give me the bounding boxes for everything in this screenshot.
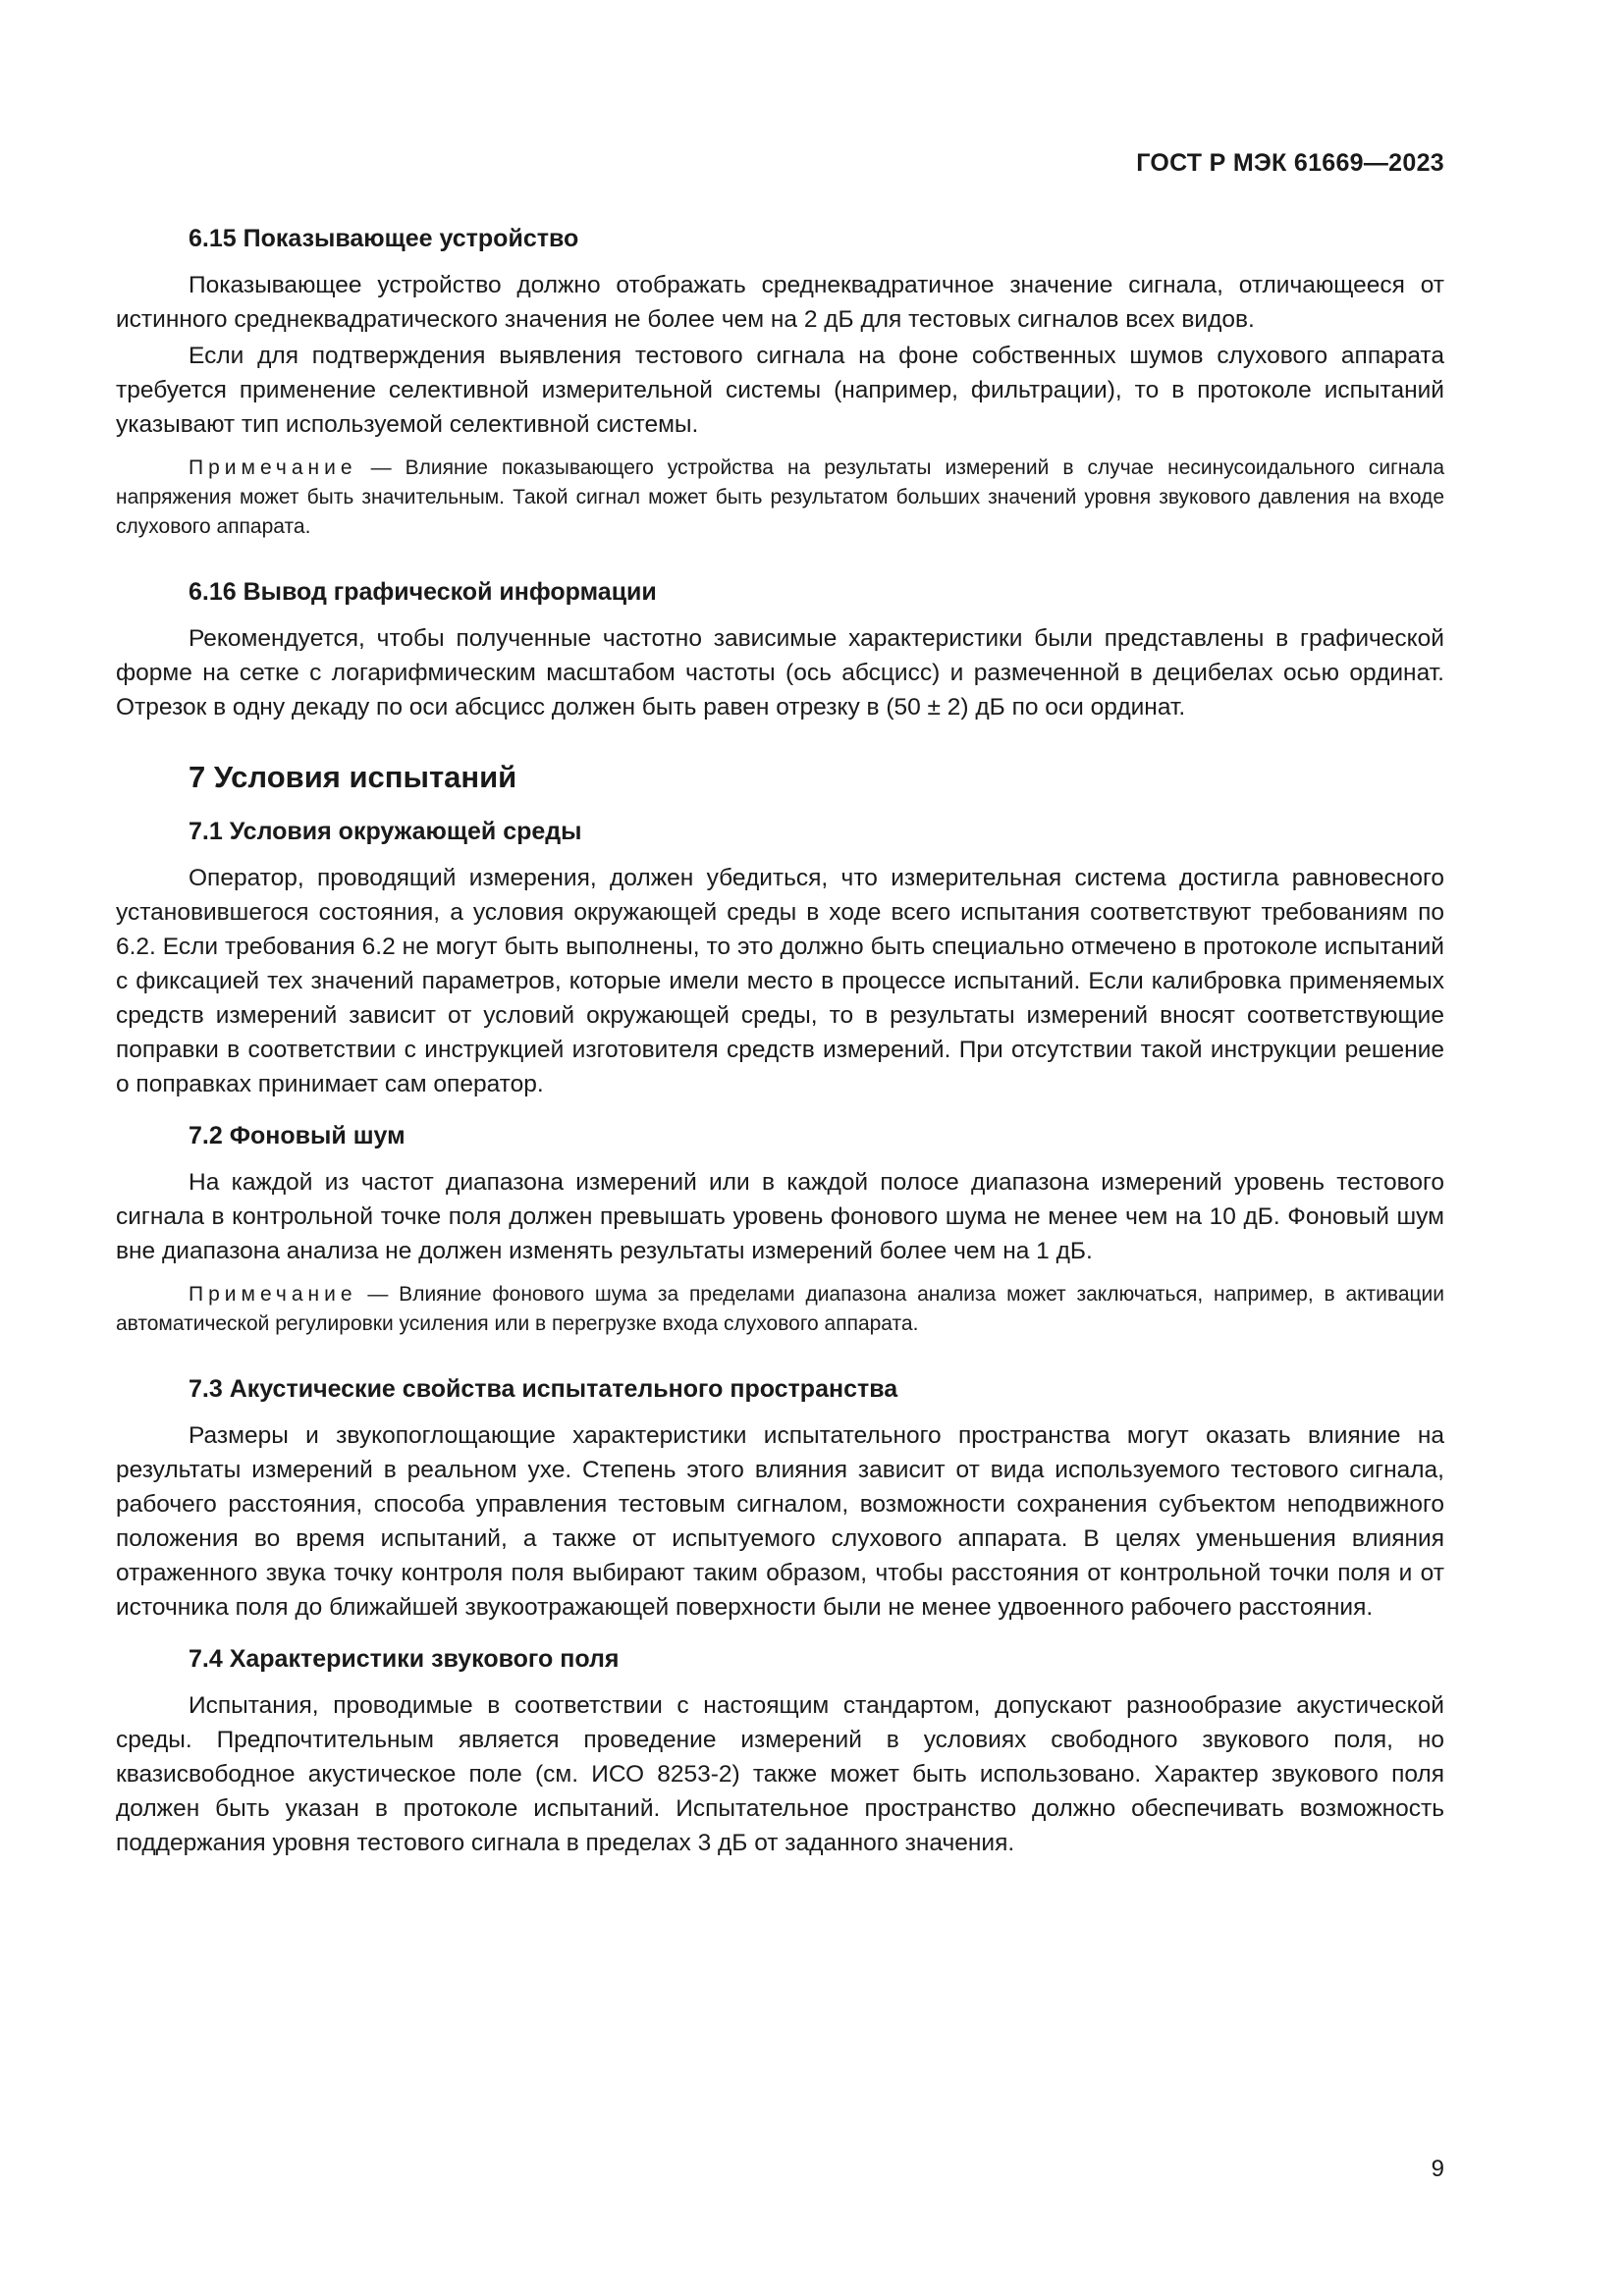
note-text: — Влияние показывающего устройства на результаты измерений в случае несинусоидального сигнала напряжения может быть значительным. Такой сигнал может быть результатом больших значений уровня звукового давления на входе слухового аппарата.	[116, 456, 1444, 538]
document-body	[116, 222, 1444, 1862]
section-heading-7: 7 Условия испытаний	[189, 760, 517, 794]
section-heading-7-3: 7.3 Акустические свойства испытательного пространства	[189, 1375, 898, 1404]
section-heading-7-2: 7.2 Фоновый шум	[189, 1122, 406, 1150]
paragraph: Оператор, проводящий измерения, должен убедиться, что измерительная система достигла равновесного установившегося состояния, а условия окружающей среды в ходе всего испытания соответствуют требованиям по 6.2. Если требования 6.2 не могут быть выполнены, то это должно быть специально отмечено в протоколе испытаний с фиксацией тех значений параметров, которые имели место в процессе испытаний. Если калибровка применяемых средств измерений зависит от условий окружающей среды, то в результаты измерений вносят соответствующие поправки в соответствии с инструкцией изготовителя средств измерений. При отсутствии такой инструкции решение о поправках принимает сам оператор.	[116, 865, 1444, 1098]
note-label: Примечание	[189, 1283, 357, 1307]
note-paragraph	[116, 1280, 1444, 1339]
note-text: — Влияние фонового шума за пределами диапазона анализа может заключаться, например, в активации автоматической регулировки усиления или в перегрузке входа слухового аппарата.	[116, 1283, 1444, 1336]
paragraph: Размеры и звукопоглощающие характеристики испытательного пространства могут оказать влияние на результаты измерений в реальном ухе. Степень этого влияния зависит от вида используемого тестового сигнала, рабочего расстояния, способа управления тестовым сигналом, возможности сохранения субъектом неподвижного положения во время испытаний, а также от испытуемого слухового аппарата. В целях уменьшения влияния отраженного звука точку контроля поля выбирают таким образом, чтобы расстояния от контрольной точки поля и от источника поля до ближайшей звукоотражающей поверхности были не менее удвоенного рабочего расстояния.	[116, 1422, 1444, 1622]
section-heading-7-4: 7.4 Характеристики звукового поля	[189, 1645, 620, 1674]
section-heading-6-16: 6.16 Вывод графической информации	[189, 578, 657, 606]
paragraph: Рекомендуется, чтобы полученные частотно зависимые характеристики были представлены в графической форме на сетке с логарифмическим масштабом частоты (ось абсцисс) и размеченной в децибелах осью ординат. Отрезок в одну декаду по оси абсцисс должен быть равен отрезку в (50 ± 2) дБ по оси ординат.	[116, 625, 1444, 721]
paragraph: Показывающее устройство должно отображать среднеквадратичное значение сигнала, отличающееся от истинного среднеквадратического значения не более чем на 2 дБ для тестовых сигналов всех видов.	[116, 272, 1444, 333]
page-number: 9	[1431, 2156, 1444, 2182]
paragraph: Если для подтверждения выявления тестового сигнала на фоне собственных шумов слухового аппарата требуется применение селективной измерительной системы (например, фильтрации), то в протоколе испытаний указывают тип используемой селективной системы.	[116, 343, 1444, 438]
section-heading-7-1: 7.1 Условия окружающей среды	[189, 818, 582, 846]
note-paragraph	[116, 454, 1444, 542]
paragraph: На каждой из частот диапазона измерений или в каждой полосе диапазона измерений уровень тестового сигнала в контрольной точке поля должен превышать уровень фонового шума не менее чем на 10 дБ. Фоновый шум вне диапазона анализа не должен изменять результаты измерений более чем на 1 дБ.	[116, 1169, 1444, 1265]
section-heading-6-15: 6.15 Показывающее устройство	[189, 225, 579, 252]
document-header: ГОСТ Р МЭК 61669—2023	[1136, 149, 1444, 177]
note-label: Примечание	[189, 456, 357, 479]
paragraph: Испытания, проводимые в соответствии с настоящим стандартом, допускают разнообразие акустической среды. Предпочтительным является проведение измерений в условиях свободного звукового поля, но квазисвободное акустическое поле (см. ИСО 8253-2) также может быть использовано. Характер звукового поля должен быть указан в протоколе испытаний. Испытательное пространство должно обеспечивать возможность поддержания уровня тестового сигнала в пределах 3 дБ от заданного значения.	[116, 1692, 1444, 1857]
